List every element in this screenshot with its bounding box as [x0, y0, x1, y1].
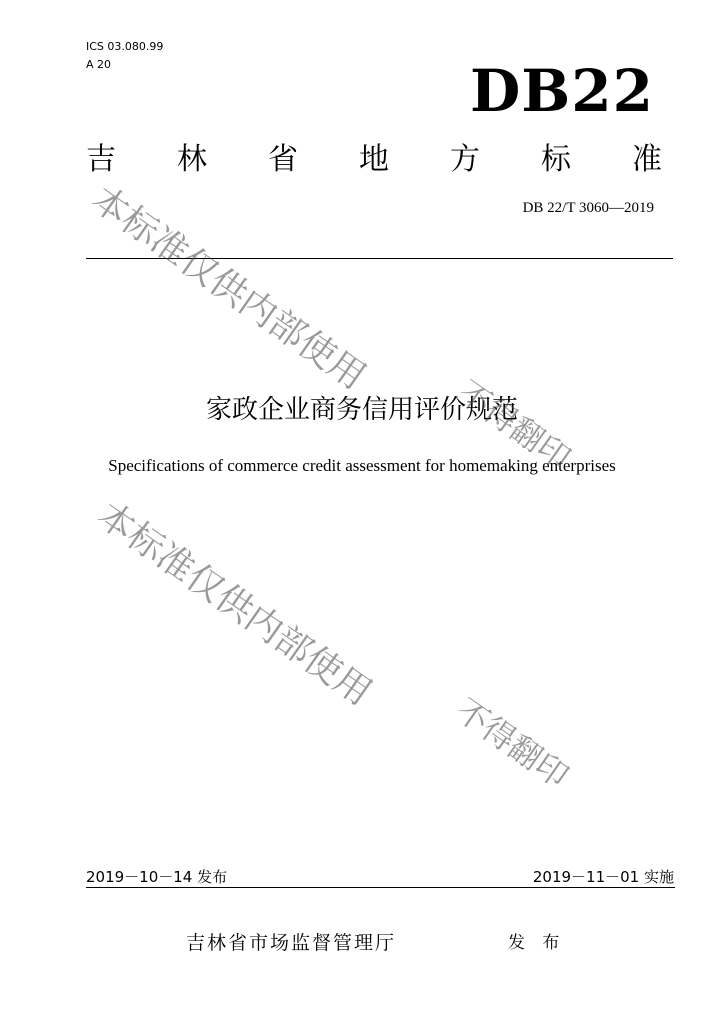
db-logo: DB22	[469, 57, 654, 125]
standard-number: DB 22/T 3060—2019	[522, 200, 654, 216]
watermark-no-copy: 不得翻印	[448, 690, 576, 796]
bottom-divider	[86, 887, 675, 888]
implement-date: 2019－11－01 实施	[532, 868, 674, 886]
ics-code: ICS 03.080.99	[86, 40, 164, 53]
top-divider	[86, 258, 673, 259]
title-char: 吉	[86, 142, 116, 177]
title-char: 准	[632, 142, 662, 177]
title-char: 林	[177, 142, 207, 177]
watermark-internal-use: 本标准仅供内部使用	[89, 494, 379, 714]
title-char: 方	[450, 142, 480, 177]
issuing-authority: 吉林省市场监督管理厅	[186, 932, 397, 954]
document-title: 家政企业商务信用评价规范	[205, 395, 518, 425]
watermark-no-copy: 不得翻印	[450, 372, 578, 478]
standard-category-title	[86, 140, 662, 180]
publish-date: 2019－10－14 发布	[86, 868, 228, 886]
document-english-title: Specifications of commerce credit assessment for homemaking enterprises	[108, 456, 616, 475]
title-char: 标	[541, 142, 571, 177]
title-char: 地	[359, 142, 389, 177]
classification-codes	[86, 38, 163, 74]
watermark-internal-use: 本标准仅供内部使用	[83, 178, 373, 398]
title-char: 省	[268, 142, 298, 177]
ccs-code: A 20	[86, 58, 112, 71]
issued-label: 发 布	[508, 933, 566, 953]
